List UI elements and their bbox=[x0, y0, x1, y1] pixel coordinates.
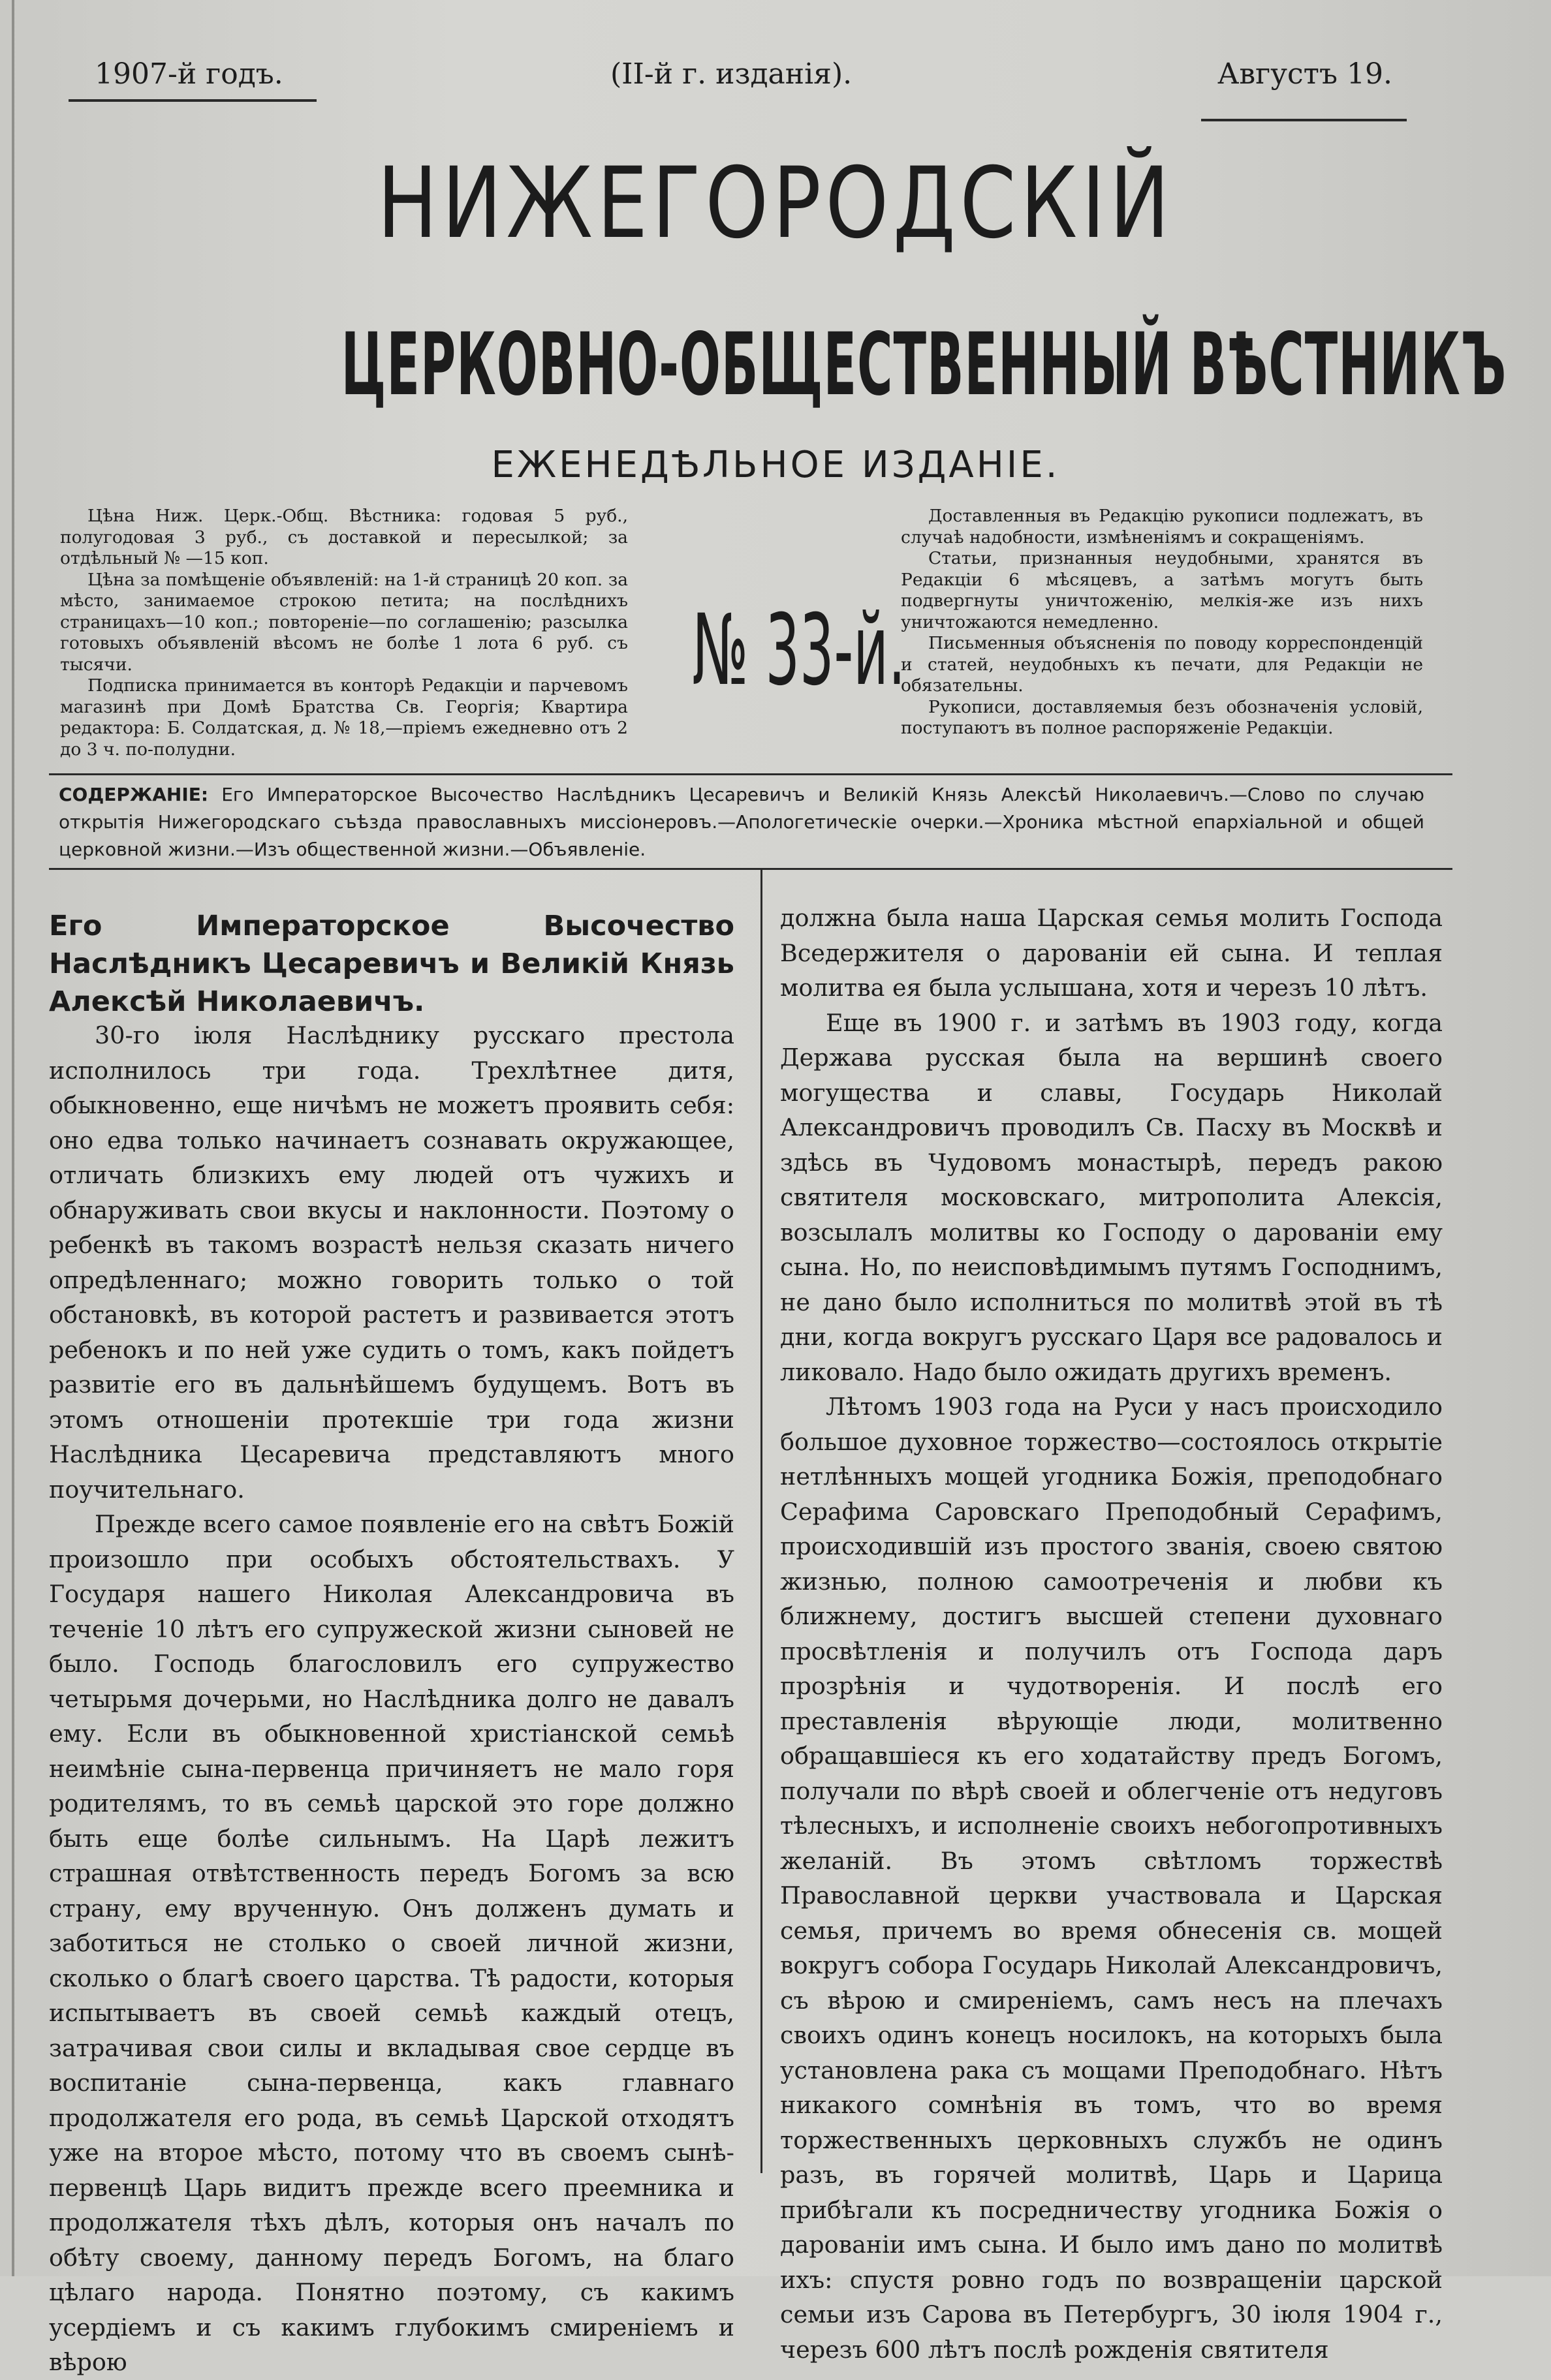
info-paragraph: Письменныя объясненія по поводу корреспонденцій и статей, неудобныхъ къ печати, для Редакціи не обязательны. bbox=[901, 633, 1423, 696]
masthead-subtitle: ЕЖЕНЕДѢЛЬНОЕ ИЗДАНІЕ. bbox=[491, 444, 1060, 486]
article-paragraph: Прежде всего самое появленіе его на свѣтъ Божій произошло при особыхъ обстоятельствахъ. У Государя нашего Николая Александровича въ теченіе 10 лѣтъ его супружеской жизни сыновей не было. Господь благословилъ его супружество четырьмя дочерьми, но Наслѣдника долго не давалъ ему. Если въ обыкновенной христіанской семьѣ неимѣніе сына-первенца причиняетъ не мало горя родителямъ, то въ семьѣ царской это горе должно быть еще болѣе сильнымъ. На Царѣ лежитъ страшная отвѣтственность передъ Богомъ за всю страну, ему врученную. Онъ долженъ думать и заботиться не столько о своей личной жизни, сколько о благѣ своего царства. Тѣ радости, которыя испытываетъ въ своей семьѣ каждый отецъ, затрачивая свои силы и вкладывая свое сердце въ воспитаніе сына-первенца, какъ главнаго продолжателя его рода, въ семьѣ Царской отходятъ уже на второе мѣсто, потому что въ своемъ сынѣ-первенцѣ Царь видитъ прежде всего преемника и продолжателя тѣхъ дѣлъ, которыя онъ началъ по обѣту своему, данному передъ Богомъ, на благо цѣлаго народа. Понятно поэтому, съ какимъ усердіемъ и съ какимъ глубокимъ смиреніемъ и вѣрою bbox=[49, 1510, 734, 2376]
info-paragraph: Доставленныя въ Редакцію рукописи подлежатъ, въ случаѣ надобности, измѣненіямъ и сокращеніямъ. bbox=[901, 506, 1423, 548]
info-paragraph: Статьи, признанныя неудобными, хранятся въ Редакціи 6 мѣсяцевъ, а затѣмъ могутъ быть подвергнуты уничтоженію, мелкія-же изъ нихъ уничтожаются немедленно. bbox=[901, 548, 1423, 632]
divider bbox=[49, 773, 1452, 775]
issue-number: № 33-й. bbox=[692, 594, 906, 707]
table-of-contents bbox=[59, 781, 1424, 863]
info-paragraph: Подписка принимается въ конторѣ Редакціи и парчевомъ магазинѣ при Домѣ Братства Св. Георгія; Квартира редактора: Б. Солдатская, д. № 18,—пріемъ ежедневно отъ 2 до 3 ч. по-полудни. bbox=[60, 675, 628, 760]
article-paragraph: Лѣтомъ 1903 года на Руси у насъ происходило большое духовное торжество—состоялось открытіе нетлѣнныхъ мощей угодника Божія, преподобнаго Серафима Саровскаго Преподобный Серафимъ, происходившій изъ простого званія, своею святою жизнью, полною самоотреченія и любви къ ближнему, достигъ высшей степени духовнаго просвѣтленія и получилъ отъ Господа даръ прозрѣнія и чудотворенія. И послѣ его преставленія вѣрующіе люди, молитвенно обращавшіеся къ его ходатайству предъ Богомъ, получали по вѣрѣ своей и облегченіе отъ недуговъ тѣлесныхъ, и исполненіе своихъ небогопротивныхъ желаній. Въ этомъ свѣтломъ торжествѣ Православной церкви участвовала и Царская семья, причемъ во время обнесенія св. мощей вокругъ собора Государь Николай Александровичъ, съ вѣрою и смиреніемъ, самъ несъ на плечахъ своихъ одинъ конецъ носилокъ, на которыхъ была установлена рака съ мощами Преподобнаго. Нѣтъ никакого сомнѣнія въ томъ, что во время торжественныхъ церковныхъ службъ не одинъ разъ, въ горячей молитвѣ, Царь и Царица прибѣгали къ посредничеству угодника Божія о дарованіи имъ сына. И было имъ дано по молитвѣ ихъ: спустя ровно годъ по возвращеніи царской семьи изъ Сарова въ Петербургъ, 30 іюля 1904 г., черезъ 600 лѣтъ послѣ рожденія святителя bbox=[780, 1393, 1443, 2364]
article-paragraph: должна была наша Царская семья молить Господа Вседержителя о дарованіи ей сына. И теплая молитва ея была услышана, хотя и черезъ 10 лѣтъ. bbox=[780, 904, 1443, 1002]
article-column-left bbox=[49, 1018, 734, 2380]
editorial-notes bbox=[901, 506, 1423, 739]
page-edge bbox=[12, 0, 14, 2276]
contents-label: СОДЕРЖАНІЕ: bbox=[59, 784, 209, 805]
info-paragraph: Рукописи, доставляемыя безъ обозначенія условій, поступаютъ въ полное распоряженіе Редакціи. bbox=[901, 696, 1423, 738]
subscription-info bbox=[60, 506, 628, 760]
info-paragraph: Цѣна Ниж. Церк.-Общ. Вѣстника: годовая 5 руб., полугодовая 3 руб., съ доставкой и пересылкой; за отдѣльный № —15 коп. bbox=[60, 506, 628, 568]
info-paragraph: Цѣна за помѣщеніе объявленій: на 1-й страницѣ 20 коп. за мѣсто, занимаемое строкою петита; на послѣднихъ страницахъ—10 коп.; повтореніе—по соглашенію; разсылка готовыхъ объявленій вѣсомъ не болѣе 1 лота 6 руб. съ тысячи. bbox=[60, 569, 628, 675]
header-year: 1907-й годъ. bbox=[95, 57, 283, 91]
header-edition: (II-й г. изданія). bbox=[610, 57, 853, 91]
article-paragraph: Еще въ 1900 г. и затѣмъ въ 1903 году, когда Держава русская была на вершинѣ своего могущества и славы, Государь Николай Александровичъ проводилъ Св. Пасху въ Москвѣ и здѣсь въ Чудовомъ монастырѣ, передъ ракою святителя московскаго, митрополита Алексія, возсылалъ молитвы ко Господу о дарованіи ему сына. Но, по неисповѣдимымъ путямъ Господнимъ, не дано было исполниться по молитвѣ этой въ тѣ дни, когда вокругъ русскаго Царя все радовалось и ликовало. Надо было ожидать другихъ временъ. bbox=[780, 1008, 1443, 1386]
masthead-title-line2: ЦЕРКОВНО-ОБЩЕСТВЕННЫЙ ВѢСТНИКЪ bbox=[341, 315, 1507, 415]
header-year-underline bbox=[69, 99, 317, 102]
contents-text: Его Императорское Высочество Наслѣдникъ Цесаревичъ и Великій Князь Алексѣй Николаевичъ.—Слово по случаю открытія Нижегородскаго съѣзда православныхъ миссіонеровъ.—Апологетическіе очерки.—Хроника мѣстной епархіальной и общей церковной жизни.—Изъ общественной жизни.—Объявленіе. bbox=[59, 784, 1424, 860]
column-divider bbox=[760, 868, 762, 2173]
article-paragraph: 30-го іюля Наслѣднику русскаго престола исполнилось три года. Трехлѣтнее дитя, обыкновенно, еще ничѣмъ не можетъ проявить себя: оно едва только начинаетъ сознавать окружающее, отличать близкихъ ему людей отъ чужихъ и обнаруживать свои вкусы и наклонности. Поэтому о ребенкѣ въ такомъ возрастѣ нельзя сказать ничего опредѣленнаго; можно говорить только о той обстановкѣ, въ которой растетъ и развивается этотъ ребенокъ и по ней уже судить о томъ, какъ пойдетъ развитіе его въ дальнѣйшемъ будущемъ. Вотъ въ этомъ отношеніи протекшіе три года жизни Наслѣдника Цесаревича представляютъ много поучительнаго. bbox=[49, 1021, 734, 1504]
article-title: Его Императорское Высочество Наслѣдникъ Цесаревичъ и Великій Князь Алексѣй Николаевичъ. bbox=[49, 910, 734, 1018]
article-column-right bbox=[780, 901, 1443, 2367]
header-date: Августъ 19. bbox=[1217, 57, 1392, 91]
divider bbox=[49, 868, 1452, 870]
masthead-title-line1: НИЖЕГОРОДСКІЙ bbox=[377, 147, 1174, 260]
header-date-underline bbox=[1201, 119, 1407, 121]
